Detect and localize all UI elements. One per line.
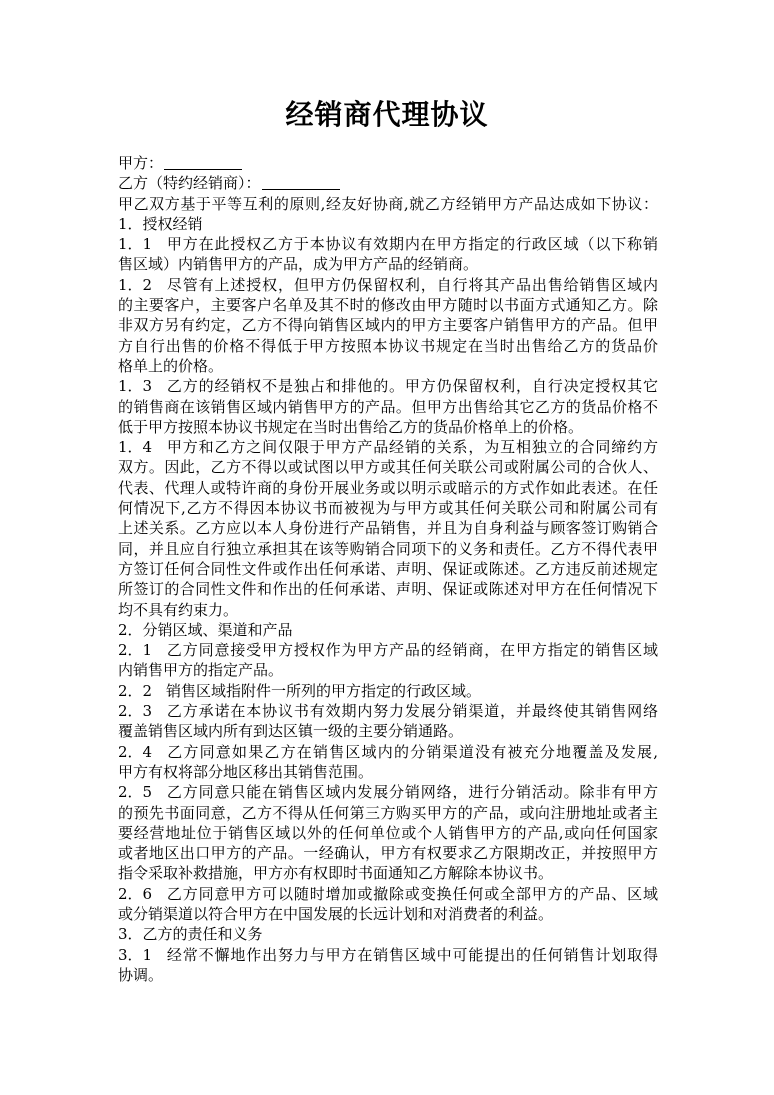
clause-text: 乙方同意如果乙方在销售区域内的分销渠道没有被充分地覆盖及发展, — [166, 742, 658, 761]
section-heading: 2．分销区域、渠道和产品 — [118, 620, 293, 639]
document-title: 经销商代理协议 — [285, 98, 489, 131]
clause-first-line — [118, 701, 658, 721]
clause-line: 非双方另有约定，乙方不得向销售区域内的甲方主要客户销售甲方的产品。但甲 — [118, 316, 658, 335]
clause-line: 或分销渠道以符合甲方在中国发展的长远计划和对消费者的利益。 — [118, 904, 554, 923]
clause-number: 2．6 — [118, 884, 153, 903]
clause-line: 方签订任何合同性文件或作出任何承诺、声明、保证或陈述。乙方违反前述规定 — [118, 559, 658, 578]
clause-number: 2．3 — [118, 702, 153, 721]
intro-text: 甲乙双方基于平等互利的原则,经友好协商,就乙方经销甲方产品达成如下协议： — [118, 194, 658, 213]
clause-text: 乙方同意甲方可以随时增加或撤除或变换任何或全部甲方的产品、区域 — [166, 884, 658, 903]
clause-first-line — [118, 640, 658, 660]
clause-text: 经常不懈地作出努力与甲方在销售区域中可能提出的任何销售计划取得 — [166, 945, 658, 964]
clause-line: 的销售商在该销售区域内销售甲方的产品。但甲方出售给其它乙方的货品价格不 — [118, 397, 658, 416]
clause-line: 售区域）内销售甲方的产品，成为甲方产品的经销商。 — [118, 255, 479, 274]
clause-text: 乙方同意只能在销售区域内发展分销网络，进行分销活动。除非有甲方 — [166, 783, 658, 802]
clause-line: 何情况下,乙方不得因本协议书而被视为与甲方或其任何关联公司和附属公司有 — [118, 499, 658, 518]
clause-text: 销售区域指附件一所列的甲方指定的行政区域。 — [166, 681, 482, 700]
clause-first-line — [118, 234, 658, 254]
party-a-line — [118, 153, 658, 173]
clause-first-line — [118, 681, 658, 701]
clause-line: 方自行出售的价格不得低于甲方按照本协议书规定在当时出售给乙方的货品价 — [118, 336, 658, 355]
clause-number: 3．1 — [118, 945, 153, 964]
section-heading: 3．乙方的责任和义务 — [118, 925, 263, 944]
clause-line: 内销售甲方的指定产品。 — [118, 661, 284, 680]
clause-line: 协调。 — [118, 965, 164, 984]
clause-line: 要经营地址位于销售区域以外的任何单位或个人销售甲方的产品,或向任何国家 — [118, 823, 658, 842]
clause-line: 格单上的价格。 — [118, 356, 224, 375]
clause-number: 1．2 — [118, 275, 153, 294]
section-heading: 1．授权经销 — [118, 214, 203, 233]
clause-number: 2．2 — [118, 681, 153, 700]
clause-first-line — [118, 742, 658, 762]
clause-first-line — [118, 884, 658, 904]
clause-line: 指令采取补救措施，甲方亦有权即时书面通知乙方解除本协议书。 — [118, 864, 554, 883]
clause-line: 双方。因此，乙方不得以或试图以甲方或其任何关联公司或附属公司的合伙人、 — [118, 458, 658, 477]
clause-line: 或者地区出口甲方的产品。一经确认，甲方有权要求乙方限期改正，并按照甲方 — [118, 844, 658, 863]
clause-line: 同，并且应自行独立承担其在该等购销合同项下的义务和责任。乙方不得代表甲 — [118, 539, 658, 558]
clause-line: 所签订的合同性文件和作出的任何承诺、声明、保证或陈述对甲方在任何情况下 — [118, 580, 658, 599]
clause-text: 甲方在此授权乙方于本协议有效期内在甲方指定的行政区域（以下称销 — [166, 235, 658, 254]
clause-line: 均不具有约束力。 — [118, 600, 239, 619]
party-b-label: 乙方（特约经销商）： — [118, 174, 261, 193]
clause-first-line — [118, 437, 658, 457]
party-b-blank — [262, 175, 340, 190]
clause-number: 2．4 — [118, 742, 153, 761]
clause-number: 1．4 — [118, 438, 153, 457]
party-b-line — [118, 173, 658, 193]
clause-text: 甲方和乙方之间仅限于甲方产品经销的关系，为互相独立的合同缔约方 — [166, 438, 658, 457]
clause-first-line — [118, 275, 658, 295]
clause-number: 2．5 — [118, 783, 153, 802]
clause-number: 1．1 — [118, 235, 153, 254]
clause-line: 甲方有权将部分地区移出其销售范围。 — [118, 762, 374, 781]
clause-first-line — [118, 782, 658, 802]
clause-text: 乙方同意接受甲方授权作为甲方产品的经销商，在甲方指定的销售区域 — [166, 641, 658, 660]
party-a-label: 甲方： — [118, 154, 164, 172]
clause-number: 2．1 — [118, 641, 153, 660]
clause-line: 上述关系。乙方应以本人身份进行产品销售，并且为自身利益与顾客签订购销合 — [118, 519, 658, 538]
clause-number: 1．3 — [118, 377, 153, 396]
clause-line: 代表、代理人或特许商的身份开展业务或以明示或暗示的方式作如此表述。在任 — [118, 478, 658, 497]
party-a-blank — [164, 155, 242, 170]
clause-line: 的预先书面同意，乙方不得从任何第三方购买甲方的产品，或向注册地址或者主 — [118, 803, 658, 822]
clause-first-line — [118, 376, 658, 396]
document-body — [118, 153, 658, 985]
clause-line: 覆盖销售区域内所有到达区镇一级的主要分销通路。 — [118, 722, 464, 741]
clause-first-line — [118, 945, 658, 965]
clause-text: 尽管有上述授权，但甲方仍保留权利，自行将其产品出售给销售区域内 — [166, 275, 658, 294]
clause-text: 乙方承诺在本协议书有效期内努力发展分销渠道，并最终使其销售网络 — [166, 702, 658, 721]
clause-text: 乙方的经销权不是独占和排他的。甲方仍保留权利，自行决定授权其它 — [166, 377, 658, 396]
clause-line: 的主要客户，主要客户名单及其不时的修改由甲方随时以书面方式通知乙方。除 — [118, 296, 658, 315]
clause-line: 低于甲方按照本协议书规定在当时出售给乙方的货品价格单上的价格。 — [118, 417, 584, 436]
